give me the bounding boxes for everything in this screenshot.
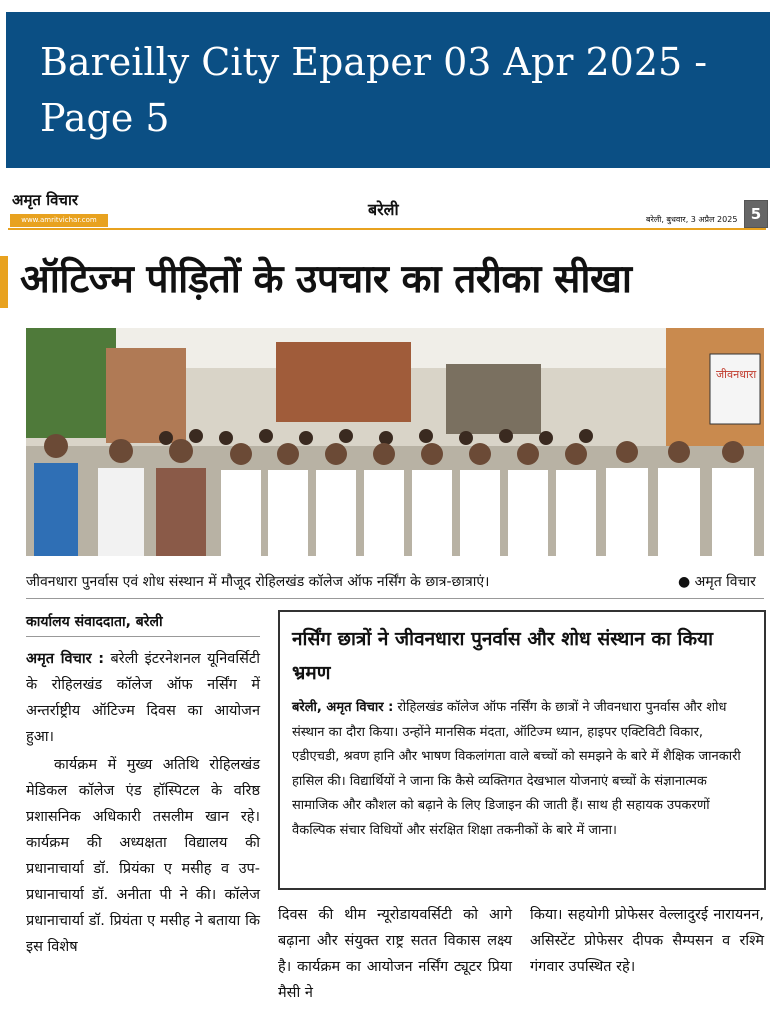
headline-marker — [0, 256, 8, 308]
sidebar-story-text: रोहिलखंड कॉलेज ऑफ नर्सिंग के छात्रों ने जीवनधारा पुनर्वास और शोध संस्थान का दौरा किया। उन्होंने मानसिक मंदता, ऑटिज्म ध्यान, हाइपर एक्टिविटी विकार, एडीएचडी, श्रवण हानि और भाषण विकलांगता वाले बच्चों को समझने के बारे में शैक्षिक जानकारी हासिल की। विद्यार्थियों ने जाना कि कैसे व्यक्तिगत देखभाल योजनाएं बच्चों के संज्ञानात्मक सामाजिक और कौशल को बढ़ाने के लिए डिजाइन की जाती हैं। साथ ही सहायक उपकरणों वैकल्पिक संचार विधियों और संरक्षित शिक्षा तकनीकों के बारे में जाना। — [292, 700, 741, 838]
sidebar-lead-tag: बरेली, अमृत विचार : — [292, 700, 394, 715]
article-paragraph-1 — [26, 646, 260, 750]
byline-divider — [26, 636, 260, 637]
photo-credit: ● अमृत विचार — [678, 574, 756, 590]
newspaper-page — [0, 180, 776, 1024]
sidebar-story-title: नर्सिंग छात्रों ने जीवनधारा पुनर्वास और शोध संस्थान का किया भ्रमण — [292, 628, 713, 684]
group-photo-illustration — [26, 328, 764, 556]
page-title: Bareilly City Epaper 03 Apr 2025 - Page 5 — [40, 40, 708, 140]
photo-caption: जीवनधारा पुनर्वास एवं शोध संस्थान में मौजूद रोहिलखंड कॉलेज ऑफ नर्सिंग के छात्र-छात्राएं। — [26, 574, 490, 590]
article-paragraph-2: कार्यक्रम में मुख्य अतिथि रोहिलखंड मेडिकल कॉलेज एंड हॉस्पिटल के वरिष्ठ प्रशासनिक अधिकारी तसलीम खान रहे। कार्यक्रम की अध्यक्षता विद्यालय की प्रधानाचार्या डॉ. प्रियंका ए मसीह व उप-प्रधानाचार्या डॉ. अनीता पी ने की। कॉलेज प्रधानाचार्या डॉ. प्रियंता ए मसीह ने बताया कि इस विशेष — [26, 757, 260, 955]
clinic-sign-text: जीवनधारा — [716, 368, 757, 381]
article-para1-text: बरेली इंटरनेशनल यूनिवर्सिटी के रोहिलखंड कॉलेज ऑफ नर्सिंग में अन्तर्राष्ट्रीय ऑटिज्म दिवस का आयोजन हुआ। — [26, 651, 260, 745]
masthead-city: बरेली — [368, 200, 399, 219]
masthead-rule — [8, 228, 766, 230]
group-photo — [26, 328, 764, 556]
article-column-2: दिवस की थीम न्यूरोडायवर्सिटी को आगे बढ़ाना और संयुक्त राष्ट्र सतत विकास लक्ष्य है। कार्यक्रम का आयोजन नर्सिंग ट्यूटर प्रिया मैसी ने — [278, 907, 512, 1001]
article-headline: ऑटिज्म पीड़ितों के उपचार का तरीका सीखा — [20, 257, 632, 302]
sidebar-story-body — [292, 696, 754, 843]
article-lead-tag: अमृत विचार : — [26, 651, 105, 667]
page-number-badge: 5 — [744, 200, 768, 228]
masthead-brand: अमृत विचार — [12, 191, 78, 209]
caption-divider — [26, 598, 764, 599]
sidebar-story-box — [278, 610, 766, 890]
masthead-dateline: बरेली, बुधवार, 3 अप्रैल 2025 — [646, 215, 738, 224]
masthead-url: www.amritvichar.com — [10, 214, 108, 227]
title-banner — [6, 12, 770, 168]
article-column-3: किया। सहयोगी प्रोफेसर वेल्लादुरई नारायनन, असिस्टेंट प्रोफेसर दीपक सैम्पसन व रश्मि गंगवार उपस्थित रहे। — [530, 907, 764, 975]
article-byline: कार्यालय संवाददाता, बरेली — [26, 614, 163, 630]
